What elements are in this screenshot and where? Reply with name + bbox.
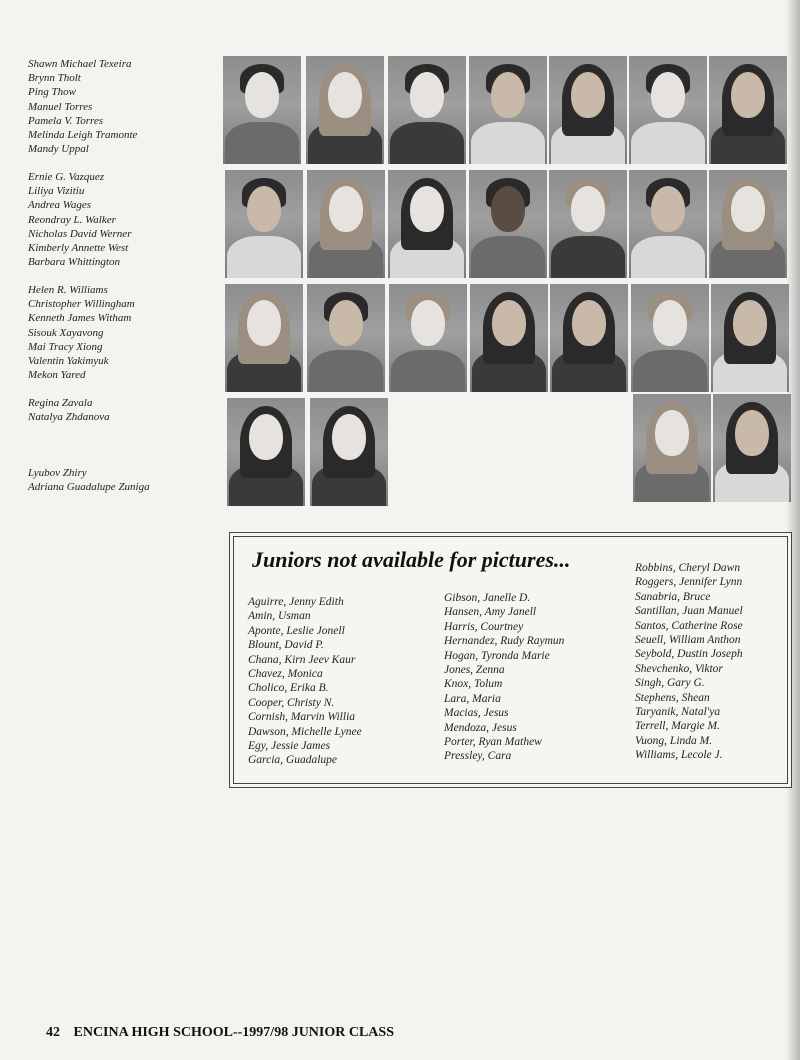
names-group-row-3 <box>28 283 135 382</box>
list-item: Dawson, Michelle Lynee <box>248 725 362 738</box>
list-item: Chavez, Monica <box>248 668 323 681</box>
names-group-row-5 <box>28 466 150 494</box>
list-item: Aguirre, Jenny Edith <box>248 596 344 608</box>
list-item: Taryanik, Natal'ya <box>635 706 721 719</box>
student-portrait <box>631 284 709 392</box>
list-item: Cholico, Erika B. <box>248 682 329 695</box>
list-item: Hernandez, Rudy Raymun <box>444 635 565 648</box>
student-portrait <box>388 56 466 164</box>
student-portrait <box>709 170 787 278</box>
student-name: Kenneth James Witham <box>28 312 132 325</box>
list-item: Vuong, Linda M. <box>635 734 713 747</box>
list-item: Roggers, Jennifer Lynn <box>635 576 743 589</box>
student-portrait <box>388 170 466 278</box>
student-name: Lyubov Zhiry <box>28 467 87 479</box>
list-item: Aponte, Leslie Jonell <box>248 624 345 637</box>
student-name: Andrea Wages <box>28 199 92 212</box>
student-portrait <box>713 394 791 502</box>
student-name: Pamela V. Torres <box>28 114 104 127</box>
student-name: Regina Zavala <box>28 397 93 409</box>
page-footer <box>46 1025 394 1041</box>
student-portrait <box>225 284 303 392</box>
names-group-row-4 <box>28 396 110 424</box>
student-name: Manuel Torres <box>28 100 93 113</box>
list-item: Seuell, William Anthon <box>635 634 741 647</box>
student-name: Christopher Willingham <box>28 298 135 311</box>
student-portrait <box>310 398 388 506</box>
list-item: Singh, Gary G. <box>635 677 705 690</box>
student-name: Mai Tracy Xiong <box>28 340 103 353</box>
list-item: Santos, Catherine Rose <box>635 619 743 632</box>
student-portrait <box>227 398 305 506</box>
student-name: Sisouk Xayavong <box>28 326 104 339</box>
student-name: Barbara Whittington <box>28 256 120 269</box>
student-portrait <box>550 284 628 392</box>
student-name: Mandy Uppal <box>28 143 89 156</box>
student-name: Nicholas David Werner <box>28 227 132 240</box>
list-item: Terrell, Margie M. <box>635 720 720 733</box>
list-item: Harris, Courtney <box>444 620 524 633</box>
student-name: Shawn Michael Texeira <box>28 58 132 70</box>
list-item: Santillan, Juan Manuel <box>635 605 743 618</box>
student-portrait <box>549 170 627 278</box>
list-item: Cooper, Christy N. <box>248 696 335 709</box>
list-item: Williams, Lecole J. <box>635 749 723 762</box>
not-available-title: Juniors not available for pictures... <box>252 547 571 572</box>
student-name: Ping Thow <box>28 86 76 99</box>
list-item: Shevchenko, Viktor <box>635 662 723 675</box>
list-item: Garcia, Guadalupe <box>248 754 338 767</box>
student-portrait <box>307 170 385 278</box>
student-name: Valentin Yakimyuk <box>28 355 109 368</box>
not-available-box <box>229 532 792 788</box>
list-item: Lara, Maria <box>444 692 501 705</box>
student-name: Ernie G. Vazquez <box>28 171 105 183</box>
list-item: Knox, Tolum <box>444 678 503 691</box>
page-number: 42 <box>46 1025 60 1040</box>
list-item: Chana, Kirn Jeev Kaur <box>248 653 356 666</box>
student-name: Kimberly Annette West <box>28 242 129 255</box>
list-item: Blount, David P. <box>248 639 324 652</box>
student-name: Helen R. Williams <box>28 284 108 296</box>
list-item: Mendoza, Jesus <box>444 721 517 734</box>
not-available-column-1 <box>248 595 362 768</box>
list-item: Hansen, Amy Janell <box>444 606 537 619</box>
list-item: Cornish, Marvin Willia <box>248 711 356 724</box>
list-item: Egy, Jessie James <box>248 740 331 753</box>
student-portrait <box>633 394 711 502</box>
names-group-row-2 <box>28 170 131 269</box>
list-item: Amin, Usman <box>248 610 311 623</box>
student-name: Reondray L. Walker <box>28 213 116 226</box>
list-item: Macias, Jesus <box>444 707 509 720</box>
student-portrait <box>709 56 787 164</box>
student-portrait <box>389 284 467 392</box>
list-item: Hogan, Tyronda Marie <box>444 649 550 662</box>
student-portrait <box>225 170 303 278</box>
list-item: Robbins, Cheryl Dawn <box>635 562 741 574</box>
list-item: Jones, Zenna <box>444 664 505 677</box>
student-portrait <box>469 170 547 278</box>
not-available-column-3 <box>635 561 743 763</box>
student-portrait <box>711 284 789 392</box>
student-portrait <box>629 170 707 278</box>
student-portrait <box>223 56 301 164</box>
student-name: Brynn Tholt <box>28 72 81 85</box>
names-group-row-1 <box>28 57 137 156</box>
list-item: Pressley, Cara <box>444 750 512 763</box>
student-name: Melinda Leigh Tramonte <box>28 129 138 142</box>
list-item: Gibson, Janelle D. <box>444 592 531 604</box>
student-name: Natalya Zhdanova <box>28 411 110 424</box>
list-item: Seybold, Dustin Joseph <box>635 648 743 661</box>
list-item: Sanabria, Bruce <box>635 590 711 603</box>
student-portrait <box>306 56 384 164</box>
student-portrait <box>470 284 548 392</box>
student-name: Liliya Vizitiu <box>28 185 85 198</box>
student-portrait <box>307 284 385 392</box>
not-available-column-2 <box>444 591 564 764</box>
list-item: Porter, Ryan Mathew <box>444 736 542 749</box>
student-portrait <box>629 56 707 164</box>
page-edge-shadow <box>786 0 800 1060</box>
list-item: Stephens, Shean <box>635 691 710 704</box>
student-name: Adriana Guadalupe Zuniga <box>28 481 150 494</box>
student-name: Mekon Yared <box>28 369 86 382</box>
student-portrait <box>469 56 547 164</box>
student-portrait <box>549 56 627 164</box>
footer-title: ENCINA HIGH SCHOOL--1997/98 JUNIOR CLASS <box>73 1025 394 1040</box>
